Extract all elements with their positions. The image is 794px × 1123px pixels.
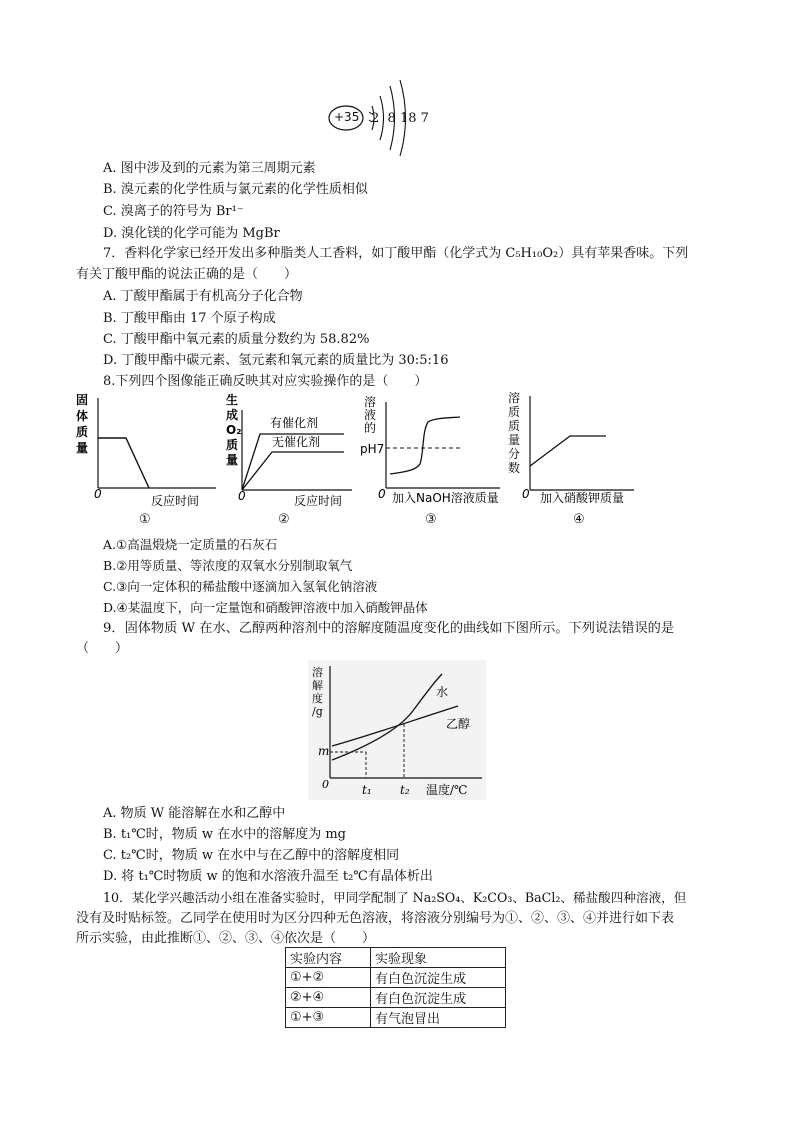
q8-chart-2-number: ② <box>278 512 290 527</box>
chart1-ylabel <box>76 393 88 455</box>
q9-m-label: m <box>318 744 330 758</box>
q8-chart-4 <box>506 390 636 510</box>
q9-option-d: D. 将 t₁℃时物质 w 的饱和水溶液升温至 t₂℃有晶体析出 <box>103 869 433 884</box>
q8-chart-4-number: ④ <box>573 512 585 527</box>
chart3-xlabel: 加入NaOH溶液质量 <box>392 491 499 505</box>
axis-label-char: 生 <box>226 393 239 407</box>
q8-chart-1 <box>76 390 218 510</box>
q9-t2: t₂ <box>400 783 410 797</box>
q6-option-d: D. 溴化镁的化学可能为 MgBr <box>103 226 280 241</box>
q7-option-c: C. 丁酸甲酯中氧元素的质量分数约为 58.82% <box>103 332 370 347</box>
axis-label-char: 量 <box>226 453 239 467</box>
q7-stem-line1: 7．香料化学家已经开发出多种脂类人工香料，如丁酸甲酯（化学式为 C₅H₁₀O₂）具有苹果香味。下列 <box>103 246 689 261</box>
axis-label-char: 质 <box>508 419 521 433</box>
q10-stem-line2: 没有及时贴标签。乙同学在使用时为区分四种无色溶液，将溶液分别编号为①、②、③、④并进行如下表 <box>76 911 675 926</box>
q9-ethanol-label: 乙醇 <box>446 717 471 731</box>
axis-label-char: 固 <box>76 393 89 407</box>
axis-label-char: 度 <box>312 692 323 705</box>
q8-stem: 8.下列四个图像能正确反映其对应实验操作的是（ ） <box>103 374 428 389</box>
table-header-content: 实验内容 <box>286 948 371 968</box>
table-cell: 有白色沉淀生成 <box>371 988 506 1008</box>
q9-option-c: C. t₂℃时，物质 w 在水中与在乙醇中的溶解度相同 <box>103 848 400 863</box>
q10-experiment-table <box>285 947 506 1028</box>
chart3-origin: 0 <box>378 487 386 501</box>
q9-xlabel: 温度/℃ <box>426 783 468 797</box>
axis-label-char: 数 <box>508 461 521 475</box>
table-cell: ②+④ <box>286 988 371 1008</box>
q9-origin: 0 <box>322 778 329 791</box>
q8-chart-3-number: ③ <box>425 512 437 527</box>
axis-label-char: 成 <box>226 408 239 422</box>
atom-shell-electrons: 2 8 18 7 <box>371 111 429 126</box>
axis-label-char: 分 <box>508 447 521 461</box>
q7-stem-line2: 有关丁酸甲酯的说法正确的是（ ） <box>76 267 298 282</box>
q8-option-b: B.②用等质量、等浓度的双氧水分别制取氧气 <box>103 558 353 573</box>
q8-chart-1-number: ① <box>139 512 151 527</box>
chart2-ylabel <box>226 392 241 467</box>
q8-option-a: A.①高温煅烧一定质量的石灰石 <box>103 537 278 552</box>
table-cell: ①+③ <box>286 1008 371 1028</box>
axis-label-char: 溶 <box>312 666 323 679</box>
axis-label-char: O₂ <box>226 423 242 437</box>
q7-option-d: D. 丁酸甲酯中碳元素、氢元素和氧元素的质量比为 30:5:16 <box>103 353 449 368</box>
q9-option-a: A. 物质 W 能溶解在水和乙醇中 <box>103 806 286 821</box>
table-cell: 有气泡冒出 <box>371 1008 506 1028</box>
table-header-phenomenon: 实验现象 <box>371 948 506 968</box>
axis-label-char: 量 <box>76 441 89 455</box>
q6-option-b: B. 溴元素的化学性质与氯元素的化学性质相似 <box>103 182 368 197</box>
q10-stem-line1: 10．某化学兴趣活动小组在准备实验时，甲同学配制了 Na₂SO₄、K₂CO₃、BaCl₂、稀盐酸四种溶液，但 <box>103 890 687 905</box>
axis-label-char: /g <box>312 705 323 718</box>
q8-chart-2 <box>224 390 354 510</box>
table-row <box>286 988 506 1008</box>
q6-option-c: C. 溴离子的符号为 Br¹⁻ <box>103 204 244 219</box>
q9-stem-line1: 9．固体物质 W 在水、乙醇两种溶剂中的溶解度随温度变化的曲线如下图所示。下列说法错误的是 <box>103 621 675 636</box>
q9-t1: t₁ <box>362 783 372 797</box>
chart2-xlabel: 反应时间 <box>294 494 343 508</box>
chart1-xlabel: 反应时间 <box>151 494 200 508</box>
q9-option-b: B. t₁℃时，物质 w 在水中的溶解度为 mg <box>103 827 346 842</box>
chart2-series-catalyst: 有催化剂 <box>270 416 319 430</box>
chart2-origin: 0 <box>238 489 246 503</box>
axis-label-char: 体 <box>76 409 89 423</box>
table-cell: 有白色沉淀生成 <box>371 968 506 988</box>
q8-chart-3 <box>356 392 502 512</box>
q10-stem-line3: 所示实验，由此推断①、②、③、④依次是（ ） <box>76 931 376 946</box>
table-header-row <box>286 948 506 968</box>
axis-label-char: 溶 <box>508 391 521 405</box>
axis-label-char: 溶 <box>364 395 377 409</box>
axis-label-char: 质 <box>226 438 239 452</box>
chart4-ylabel <box>508 390 520 475</box>
q6-option-a: A. 图中涉及到的元素为第三周期元素 <box>103 161 316 176</box>
chart3-ph7: pH7 <box>360 442 385 456</box>
q9-solubility-graph <box>308 660 486 800</box>
chart1-origin: 0 <box>94 487 102 501</box>
chart3-ylabel <box>364 394 376 435</box>
axis-label-char: 液 <box>364 408 377 422</box>
table-row <box>286 968 506 988</box>
table-cell: ①+② <box>286 968 371 988</box>
axis-label-char: 质 <box>76 425 89 439</box>
q8-option-c: C.③向一定体积的稀盐酸中逐滴加入氢氧化钠溶液 <box>103 579 378 594</box>
axis-label-char: 量 <box>508 433 521 447</box>
axis-label-char: 质 <box>508 405 521 419</box>
q9-stem-line2: （ ） <box>76 641 129 656</box>
q7-option-b: B. 丁酸甲酯由 17 个原子构成 <box>103 311 276 326</box>
axis-label-char: 的 <box>364 421 377 435</box>
table-row <box>286 1008 506 1028</box>
chart2-series-no-catalyst: 无催化剂 <box>272 435 321 449</box>
q7-option-a: A. 丁酸甲酯属于有机高分子化合物 <box>103 289 303 304</box>
q8-option-d: D.④某温度下，向一定量饱和硝酸钾溶液中加入硝酸钾晶体 <box>103 600 428 615</box>
chart4-origin: 0 <box>522 487 530 501</box>
q9-ylabel <box>312 665 323 718</box>
atom-nucleus-label: +35 <box>334 110 360 124</box>
q9-water-label: 水 <box>436 685 449 699</box>
axis-label-char: 解 <box>312 679 323 692</box>
chart4-xlabel: 加入硝酸钾质量 <box>540 491 625 505</box>
